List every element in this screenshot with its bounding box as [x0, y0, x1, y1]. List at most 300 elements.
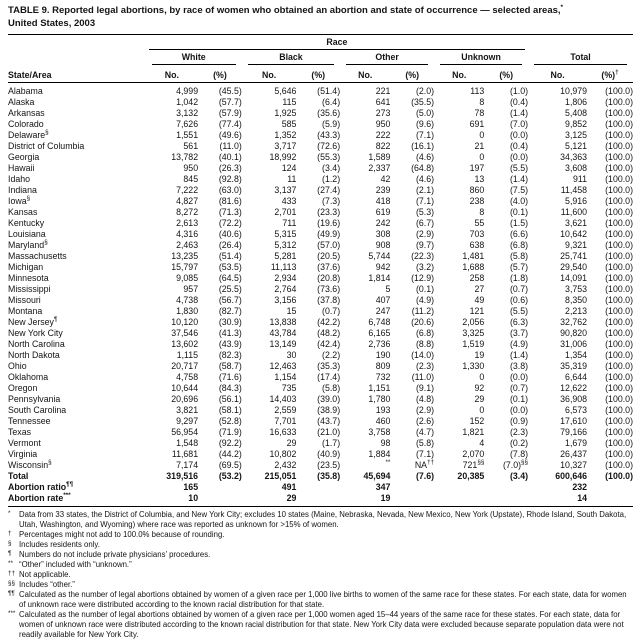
footnote: [8, 580, 633, 590]
table-row: [8, 394, 633, 405]
pct-cell: (4.6): [415, 152, 435, 162]
table-row: [8, 427, 633, 438]
count-cell: 16,633: [269, 427, 297, 437]
pct-cell: (73.6): [317, 284, 341, 294]
pct-cell: (0.0): [509, 372, 529, 382]
pct-cell: (4.6): [415, 174, 435, 184]
count-cell: 641: [375, 97, 391, 107]
pct-cell: (64.5): [218, 273, 242, 283]
count-cell: 1,806: [565, 97, 588, 107]
pct-cell: (100.0): [605, 119, 633, 129]
count-cell: 10,642: [560, 229, 588, 239]
pct-cell: (77.4): [218, 119, 242, 129]
count-cell: 258: [469, 273, 485, 283]
table-row: [8, 163, 633, 174]
pct-cell: (100.0): [605, 141, 633, 151]
pct-cell: (0.2): [509, 438, 529, 448]
state-label: Vermont: [8, 438, 41, 448]
pct-cell: (71.9): [218, 427, 242, 437]
count-cell: 9,085: [176, 273, 199, 283]
state-label: Minnesota: [8, 273, 49, 283]
count-cell: 7,626: [176, 119, 199, 129]
pct-cell: (6.8): [415, 328, 435, 338]
group-header-unknown: [434, 50, 528, 65]
footnote: [8, 610, 633, 640]
count-cell: 908: [375, 240, 391, 250]
state-label: Kansas: [8, 207, 38, 217]
race-spanner-row: [8, 36, 633, 50]
count-cell: 1,352: [274, 130, 297, 140]
pct-cell: (0.1): [509, 394, 529, 404]
count-cell: 10: [188, 493, 199, 503]
pct-cell: (35.6): [317, 108, 341, 118]
count-cell: 1,589: [368, 152, 391, 162]
count-cell: 5,916: [565, 196, 588, 206]
table-row: [8, 372, 633, 383]
count-cell: 809: [375, 361, 391, 371]
group-label-black: Black: [248, 52, 334, 65]
footnote-text: Data from 33 states, the District of Columbia, and New York City; excludes 10 states (Maine, Nebraska, Nevada, New Mexico, New York (Upstate), Rhode Island, South Dakota, Utah, Washington, and Wyoming) where race was reported as unknown for >15% of women.: [19, 510, 627, 529]
pct-cell: (37.8): [317, 295, 341, 305]
count-cell: 19: [380, 493, 391, 503]
pct-cell: (82.7): [218, 306, 242, 316]
col-header-unknown-pct: (%): [484, 65, 528, 83]
table-row: [8, 262, 633, 273]
count-cell: 90,820: [560, 328, 588, 338]
pct-cell: (3.4): [509, 471, 529, 481]
group-header-total: [528, 50, 633, 65]
table-row: [8, 196, 633, 207]
pct-cell: (52.8): [218, 416, 242, 426]
pct-cell: (53.2): [218, 471, 242, 481]
pct-cell: (100.0): [605, 185, 633, 195]
pct-cell: (100.0): [605, 229, 633, 239]
count-cell: 15,797: [171, 262, 199, 272]
pct-cell: (2.0): [415, 86, 435, 96]
pct-cell: (0.4): [509, 141, 529, 151]
count-cell: 43,784: [269, 328, 297, 338]
count-cell: 1,154: [274, 372, 297, 382]
pct-cell: (7.3): [322, 196, 341, 206]
pct-cell: (0.4): [509, 97, 529, 107]
count-cell: 222: [375, 130, 391, 140]
column-header-row: [8, 65, 633, 83]
count-cell: 5: [385, 284, 391, 294]
pct-cell: (44.2): [218, 449, 242, 459]
pct-cell: (100.0): [605, 460, 633, 470]
pct-cell: (2.1): [415, 185, 435, 195]
footnote-text: Includes “other.”: [19, 580, 75, 589]
count-cell: 10,979: [560, 86, 588, 96]
pct-cell: (2.3): [415, 361, 435, 371]
table-row: [8, 141, 633, 152]
table-row: [8, 438, 633, 449]
count-cell: 15: [286, 306, 297, 316]
count-cell: 3,717: [274, 141, 297, 151]
state-label: Mississippi: [8, 284, 51, 294]
footnote-marker: **: [385, 459, 391, 467]
state-label: Louisiana: [8, 229, 46, 239]
group-header-white: [146, 50, 242, 65]
count-cell: 845: [183, 174, 199, 184]
pct-cell: (100.0): [605, 262, 633, 272]
count-cell: 2,070: [462, 449, 485, 459]
footnote-marker: §: [44, 239, 48, 247]
col-header-total-no: No.: [528, 65, 587, 83]
pct-cell: [390, 493, 434, 504]
count-cell: 10,327: [560, 460, 588, 470]
count-cell: 19: [474, 350, 485, 360]
pct-cell: (100.0): [605, 163, 633, 173]
count-cell: 1,330: [462, 361, 485, 371]
count-cell: 0: [479, 130, 485, 140]
col-header-unknown-no: No.: [434, 65, 484, 83]
pct-cell: (14.0): [411, 350, 435, 360]
pct-cell: (55.3): [317, 152, 341, 162]
count-cell: 11,600: [560, 207, 588, 217]
state-label: Maryland§: [8, 239, 48, 250]
pct-cell: (45.5): [218, 86, 242, 96]
pct-cell: (49.6): [218, 130, 242, 140]
count-cell: 721§§: [462, 459, 485, 470]
pct-cell: (58.7): [218, 361, 242, 371]
table-header: [8, 36, 633, 83]
pct-cell: (100.0): [605, 328, 633, 338]
footnote-text: Numbers do not include private physicians’ procedures.: [19, 550, 211, 559]
pct-cell: (100.0): [605, 284, 633, 294]
pct-cell: [198, 493, 242, 504]
state-label: North Dakota: [8, 350, 60, 360]
count-cell: 165: [183, 482, 199, 492]
footnote-marker: ¶: [8, 550, 12, 557]
title-line2: United States, 2003: [8, 17, 96, 29]
pct-cell: (5.8): [322, 383, 341, 393]
group-label-total: Total: [534, 52, 627, 65]
count-cell: 10,120: [171, 317, 199, 327]
pct-cell: (38.9): [317, 405, 341, 415]
count-cell: 407: [375, 295, 391, 305]
count-cell: 79,166: [560, 427, 588, 437]
count-cell: 14,403: [269, 394, 297, 404]
count-cell: 13: [474, 174, 485, 184]
pct-cell: (100.0): [605, 86, 633, 96]
pct-cell: (100.0): [605, 218, 633, 228]
count-cell: 21: [474, 141, 485, 151]
count-cell: 319,516: [166, 471, 199, 481]
state-label: Oklahoma: [8, 372, 49, 382]
count-cell: 31,006: [560, 339, 588, 349]
pct-cell: (40.1): [218, 152, 242, 162]
count-cell: 13,149: [269, 339, 297, 349]
count-cell: 3,621: [565, 218, 588, 228]
pct-cell: (100.0): [605, 251, 633, 261]
pct-cell: (71.6): [218, 372, 242, 382]
pct-cell: (100.0): [605, 438, 633, 448]
pct-cell: (0.0): [509, 152, 529, 162]
pct-cell: (26.4): [218, 240, 242, 250]
pct-cell: (42.2): [317, 317, 341, 327]
table-row: [8, 449, 633, 460]
pct-cell: (51.4): [218, 251, 242, 261]
pct-cell: (5.8): [415, 438, 435, 448]
count-cell: 2,934: [274, 273, 297, 283]
count-cell: 190: [375, 350, 391, 360]
state-label: Missouri: [8, 295, 41, 305]
state-label: Virginia: [8, 449, 38, 459]
count-cell: 3,325: [462, 328, 485, 338]
count-cell: 92: [474, 383, 485, 393]
count-cell: 3,137: [274, 185, 297, 195]
count-cell: 0: [479, 152, 485, 162]
group-spacer: [8, 50, 146, 65]
pct-cell: (6.7): [415, 218, 435, 228]
footnote: [8, 510, 633, 530]
pct-cell: (2.6): [415, 416, 435, 426]
count-cell: 1,688: [462, 262, 485, 272]
count-cell: 491: [281, 482, 297, 492]
count-cell: 308: [375, 229, 391, 239]
group-label-unknown: Unknown: [440, 52, 522, 65]
pct-cell: (100.0): [605, 295, 633, 305]
pct-cell: [390, 482, 434, 493]
pct-cell: (56.7): [218, 295, 242, 305]
pct-cell: (9.1): [415, 383, 435, 393]
count-cell: 18,992: [269, 152, 297, 162]
pct-cell: (11.2): [411, 306, 435, 316]
pct-cell: (41.3): [218, 328, 242, 338]
footnotes-section: [8, 506, 633, 640]
count-cell: 8,350: [565, 295, 588, 305]
table-row: [8, 108, 633, 119]
state-label: Alabama: [8, 86, 43, 96]
state-label: Pennsylvania: [8, 394, 61, 404]
pct-cell: (35.8): [317, 471, 341, 481]
count-cell: 36,908: [560, 394, 588, 404]
table-row: [8, 97, 633, 108]
count-cell: 42: [380, 174, 391, 184]
count-cell: 6,748: [368, 317, 391, 327]
count-cell: 56,954: [171, 427, 199, 437]
count-cell: 1,551: [176, 130, 199, 140]
count-cell: 2,213: [565, 306, 588, 316]
state-label: Tennessee: [8, 416, 51, 426]
pct-cell: (19.6): [317, 218, 341, 228]
col-header-white-no: No.: [146, 65, 198, 83]
state-label: Hawaii: [8, 163, 35, 173]
footnote-marker: **: [8, 560, 13, 567]
pct-cell: (0.7): [322, 306, 341, 316]
pct-cell: (3.4): [322, 163, 341, 173]
footnote-marker: ***: [63, 492, 71, 500]
pct-cell: [198, 482, 242, 493]
pct-cell: (0.7): [509, 284, 529, 294]
count-cell: 26,437: [560, 449, 588, 459]
state-label: Michigan: [8, 262, 44, 272]
count-cell: 7,222: [176, 185, 199, 195]
count-cell: 10,802: [269, 449, 297, 459]
pct-cell: (92.2): [218, 438, 242, 448]
count-cell: 950: [375, 119, 391, 129]
count-cell: 691: [469, 119, 485, 129]
title-footnote-marker: *: [560, 3, 564, 11]
count-cell: 20,385: [457, 471, 485, 481]
count-cell: 232: [572, 482, 588, 492]
count-cell: 29: [286, 493, 297, 503]
pct-cell: (100.0): [605, 471, 633, 481]
pct-cell: (100.0): [605, 306, 633, 316]
state-area-header: State/Area: [8, 65, 146, 83]
state-label: North Carolina: [8, 339, 65, 349]
pct-cell: (7.1): [415, 449, 435, 459]
count-cell: 98: [380, 438, 391, 448]
footnote-marker: *: [8, 510, 11, 517]
footnote-marker: ¶: [53, 316, 58, 324]
pct-cell: (11.0): [411, 372, 435, 382]
count-cell: 2,463: [176, 240, 199, 250]
pct-cell: (20.6): [411, 317, 435, 327]
count-cell: 221: [375, 86, 391, 96]
footnote-marker: §: [45, 129, 49, 137]
count-cell: 561: [183, 141, 199, 151]
pct-cell: (1.0): [509, 86, 529, 96]
count-cell: 1,830: [176, 306, 199, 316]
group-header-row: [8, 50, 633, 65]
pct-cell: (7.6): [415, 471, 435, 481]
count-cell: 1,821: [462, 427, 485, 437]
count-cell: [434, 493, 484, 504]
count-cell: 78: [474, 108, 485, 118]
pct-cell: (26.3): [218, 163, 242, 173]
count-cell: 45,694: [363, 471, 391, 481]
col-header-other-no: No.: [340, 65, 390, 83]
pct-cell: (100.0): [605, 372, 633, 382]
table-row: [8, 350, 633, 361]
count-cell: 29,540: [560, 262, 588, 272]
count-cell: 13,838: [269, 317, 297, 327]
count-cell: 0: [479, 372, 485, 382]
pct-cell: (100.0): [605, 405, 633, 415]
col-header-total-pct: [587, 65, 633, 83]
count-cell: 600,646: [555, 471, 588, 481]
col-header-black-no: No.: [242, 65, 297, 83]
table-row: [8, 174, 633, 185]
count-cell: 2,559: [274, 405, 297, 415]
table-row: [8, 339, 633, 350]
count-cell: 37,546: [171, 328, 199, 338]
count-cell: 3,125: [565, 130, 588, 140]
pct-cell: (72.2): [218, 218, 242, 228]
count-cell: 55: [474, 218, 485, 228]
count-cell: 25,741: [560, 251, 588, 261]
pct-cell: (100.0): [605, 317, 633, 327]
pct-cell: (100.0): [605, 383, 633, 393]
count-cell: 10,644: [171, 383, 199, 393]
state-label: Oregon: [8, 383, 38, 393]
pct-cell: (9.7): [415, 240, 435, 250]
count-cell: 1,115: [176, 350, 199, 360]
race-spanner: [146, 36, 528, 50]
state-label: Iowa§: [8, 195, 31, 206]
count-cell: 2,613: [176, 218, 199, 228]
count-cell: 6,644: [565, 372, 588, 382]
group-label-other: Other: [346, 52, 428, 65]
count-cell: 7,174: [176, 460, 199, 470]
count-cell: 273: [375, 108, 391, 118]
table-row: [8, 130, 633, 141]
pct-cell: (100.0): [605, 449, 633, 459]
count-cell: 5,312: [274, 240, 297, 250]
count-cell: 49: [474, 295, 485, 305]
count-cell: 12,622: [560, 383, 588, 393]
pct-cell: (0.1): [415, 284, 435, 294]
footnote-marker: §§: [521, 459, 529, 467]
count-cell: 29: [474, 394, 485, 404]
count-cell: 5,408: [565, 108, 588, 118]
pct-cell: (6.3): [509, 317, 529, 327]
footnote-marker: ***: [8, 610, 16, 617]
pct-cell: (39.0): [317, 394, 341, 404]
footnote-marker: §: [48, 459, 52, 467]
pct-cell: (48.2): [317, 328, 341, 338]
count-cell: 1,925: [274, 108, 297, 118]
count-cell: 911: [573, 174, 588, 184]
pct-cell: (30.9): [218, 317, 242, 327]
count-cell: 1,780: [368, 394, 391, 404]
count-cell: 4,999: [176, 86, 199, 96]
count-cell: 732: [375, 372, 391, 382]
pct-cell: (5.0): [415, 108, 435, 118]
pct-cell: [484, 493, 528, 504]
state-label: Montana: [8, 306, 43, 316]
pct-cell: (100.0): [605, 339, 633, 349]
table-row: [8, 383, 633, 394]
pct-cell: (43.3): [317, 130, 341, 140]
pct-cell: (40.6): [218, 229, 242, 239]
pct-cell: (2.9): [415, 229, 435, 239]
footnote-text: Percentages might not add to 100.0% because of rounding.: [19, 530, 225, 539]
pct-cell: [296, 482, 340, 493]
table-row: [8, 83, 633, 98]
pct-cell: [587, 482, 633, 493]
col-header-black-pct: (%): [296, 65, 340, 83]
state-label: Georgia: [8, 152, 40, 162]
footnote-marker: †: [8, 530, 12, 537]
count-cell: 30: [286, 350, 297, 360]
pct-cell: (0.6): [509, 295, 529, 305]
pct-cell: (81.6): [218, 196, 242, 206]
total-pct-dagger: †: [615, 69, 619, 77]
pct-cell: (0.1): [509, 207, 529, 217]
count-cell: 3,608: [565, 163, 588, 173]
count-cell: 3,821: [176, 405, 199, 415]
footnote-marker: ¶¶: [66, 481, 74, 489]
count-cell: 5,744: [368, 251, 391, 261]
count-cell: 215,051: [264, 471, 297, 481]
count-cell: 638: [469, 240, 485, 250]
pct-cell: (100.0): [605, 108, 633, 118]
pct-cell: (49.9): [317, 229, 341, 239]
pct-cell: (57.0): [317, 240, 341, 250]
spanner-spacer-right: [528, 36, 633, 50]
count-cell: 13,602: [171, 339, 199, 349]
count-cell: 585: [281, 119, 297, 129]
pct-cell: (17.4): [317, 372, 341, 382]
state-label: Massachusetts: [8, 251, 67, 261]
pct-cell: (7.0)§§: [502, 459, 529, 470]
table-row: [8, 295, 633, 306]
count-cell: 6,165: [368, 328, 391, 338]
footnote-marker: §§: [8, 580, 16, 587]
